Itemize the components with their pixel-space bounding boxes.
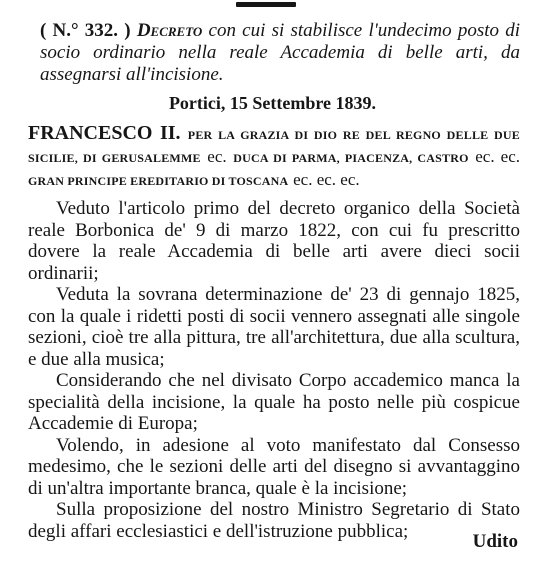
intitulatio-ecc-2: ec. ec. — [475, 147, 521, 166]
paragraph-considerando: Considerando che nel divisato Corpo accademico manca la specialità della incisione, la quale ha posto nelle più cospicue Accademie di Europa; — [28, 370, 520, 434]
intitulatio-ecc-3: ec. ec. ec. — [293, 170, 360, 189]
top-rule-divider — [236, 2, 296, 7]
intitulatio-line-3: GRAN PRINCIPE EREDITARIO DI TOSCANA — [28, 174, 289, 188]
decree-body — [28, 198, 520, 542]
paragraph-volendo: Volendo, in adesione al voto manifestato dal Consesso medesimo, che le sezioni delle arti del disegno si avvantaggino di un'altra importante branca, quale è la incisione; — [28, 434, 520, 499]
royal-intitulatio — [28, 122, 520, 192]
intitulatio-line-1: PER LA GRAZIA DI DIO RE DEL REGNO DELLE DUE SICILIE, DI GERUSALEMME — [28, 128, 520, 165]
intitulatio-ecc-1: ec. — [207, 147, 227, 166]
closing-word: Udito — [472, 531, 518, 552]
decree-first-word: Decreto — [136, 20, 203, 41]
decree-title: con cui si stabilisce l'undecimo posto di socio ordinario nella reale Accademia di belle arti, da assegnarsi all'incisione. — [40, 20, 521, 85]
intitulatio-line-2: DUCA DI PARMA, PIACENZA, CASTRO — [233, 151, 469, 165]
decree-heading — [40, 20, 520, 86]
paragraph-veduto-articolo: Veduto l'articolo primo del decreto organico della Società reale Borbonica de' 9 di marzo 1822, con cui fu prescritto dovere la reale Accademia di belle arti avere dieci socii ordinarii; — [28, 198, 520, 284]
king-name: FRANCESCO II. — [28, 122, 181, 144]
paragraph-sulla-proposizione: Sulla proposizione del nostro Ministro Segretario di Stato degli affari ecclesiastici e dell'istruzione pubblica; — [28, 499, 520, 542]
decree-number: ( N.° 332. ) — [40, 20, 131, 41]
dateline: Portici, 15 Settembre 1839. — [168, 93, 377, 113]
paragraph-veduta-determinazione: Veduta la sovrana determinazione de' 23 di gennajo 1825, con la quale i ridetti posti di socii vennero assegnati alle singole sezioni, cioè tre alla pittura, tre all'architettura, due alla scultura, e due alla musica; — [28, 284, 520, 370]
